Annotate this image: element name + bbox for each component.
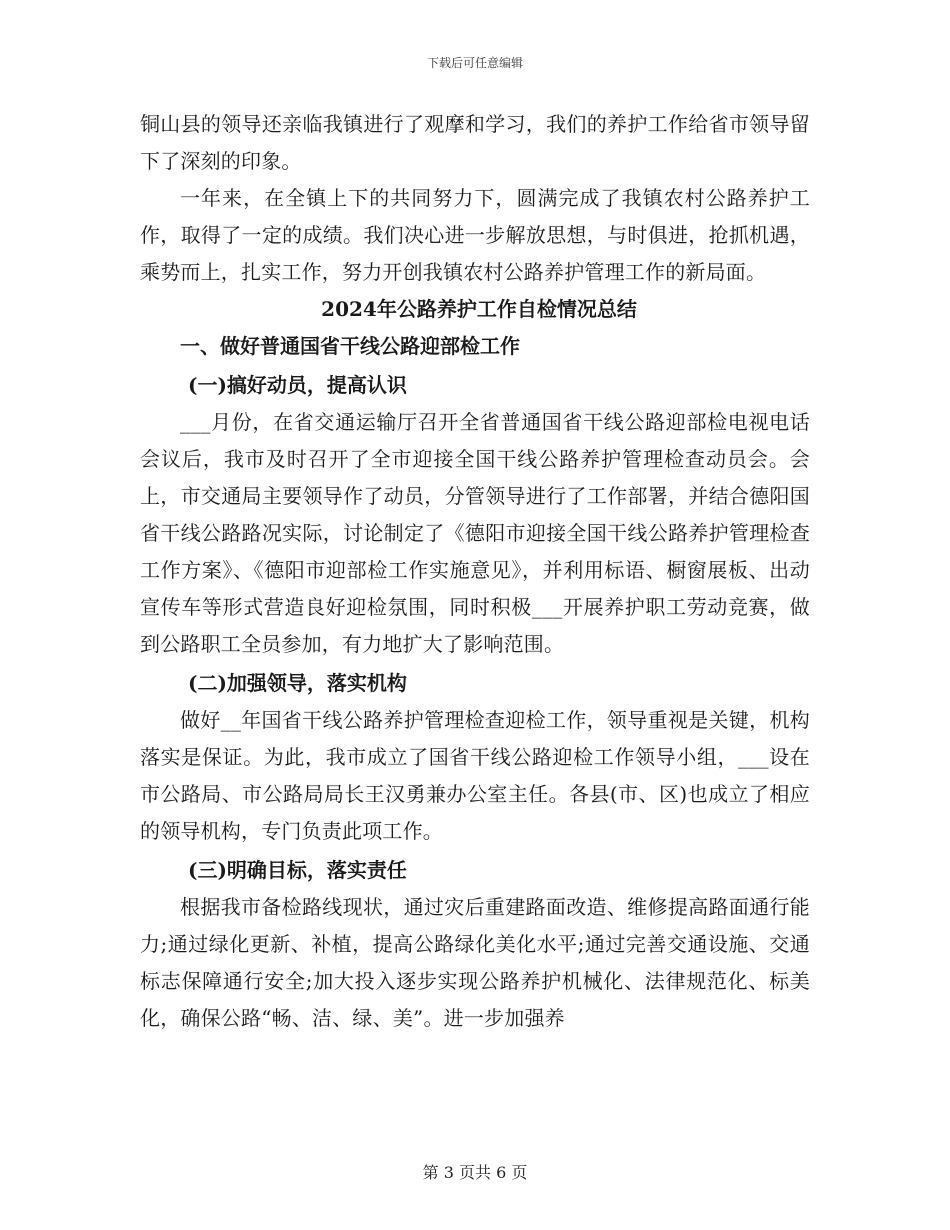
subsection-text-3: 根据我市备检路线现状，通过灾后重建路面改造、维修提高路面通行能力;通过绿化更新、补植，提高公路绿化美化水平;通过完善交通设施、交通标志保障通行安全;加大投入逐步实现公路养护机械化、法律规范化、标美化，确保公路“畅、洁、绿、美”。进一步加强养 bbox=[140, 895, 810, 1030]
page-header: 下载后可任意编辑 bbox=[426, 56, 523, 70]
subsection-text-2: 做好__年国省干线公路养护管理检查迎检工作，领导重视是关键，机构落实是保证。为此，我市成立了国省干线公路迎检工作领导小组，___设在市公路局、市公路局局长王汉勇兼办公室主任。各县(市、区)也成立了相应的领导机构，专门负责此项工作。 bbox=[140, 708, 810, 843]
paragraph-conclusion: 一年来，在全镇上下的共同努力下，圆满完成了我镇农村公路养护工作，取得了一定的成绩。我们决心进一步解放思想，与时俱进，抢抓机遇，乘势而上，扎实工作，努力开创我镇农村公路养护管理工作的新局面。 bbox=[140, 186, 810, 284]
page-number: 第 3 页共 6 页 bbox=[422, 1163, 528, 1182]
subsection-heading-2: (二)加强领导，落实机构 bbox=[188, 671, 407, 695]
subsection-heading-1: (一)搞好动员，提高认识 bbox=[188, 373, 407, 397]
subsection-text-1: ___月份，在省交通运输厅召开全省普通国省干线公路迎部检电视电话会议后，我市及时召开了全市迎接全国干线公路养护管理检查动员会。会上，市交通局主要领导作了动员，分管领导进行了工作部署，并结合德阳国省干线公路路况实际，讨论制定了《德阳市迎接全国干线公路养护管理检查工作方案》、《德阳市迎部检工作实施意见》，并利用标语、橱窗展板、出动宣传车等形式营造良好迎检氛围，同时积极___开展养护职工劳动竞赛，做到公路职工全员参加，有力地扩大了影响范围。 bbox=[140, 410, 810, 656]
section-heading-1: 一、做好普通国省干线公路迎部检工作 bbox=[180, 334, 520, 358]
subsection-heading-3: (三)明确目标，落实责任 bbox=[188, 858, 407, 882]
document-body bbox=[140, 106, 810, 1037]
document-title: 2024年公路养护工作自检情况总结 bbox=[321, 297, 637, 321]
paragraph-continuation: 铜山县的领导还亲临我镇进行了观摩和学习，我们的养护工作给省市领导留下了深刻的印象。 bbox=[140, 112, 810, 173]
